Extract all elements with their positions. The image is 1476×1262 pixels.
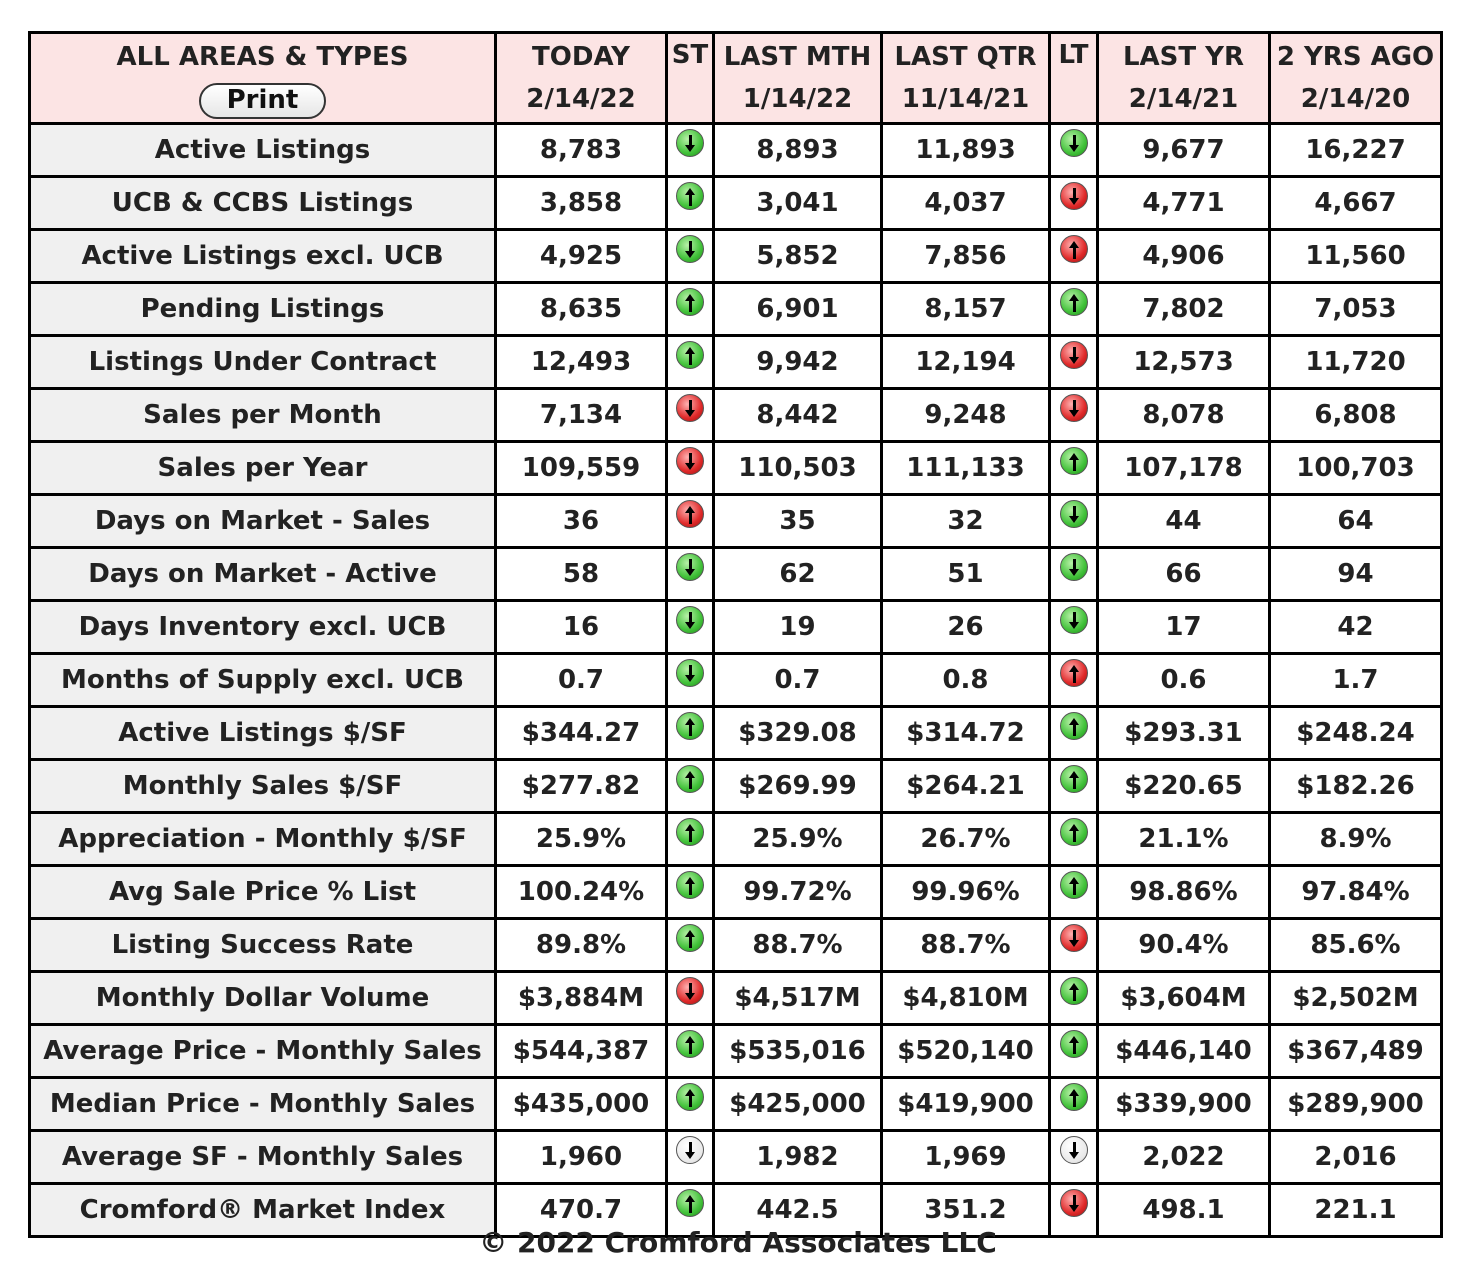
header-two-yrs-date: 2/14/20: [1300, 84, 1411, 114]
row-label-active-listings-excl-ucb: Active Listings excl. UCB: [30, 230, 496, 283]
last-month-value: 9,942: [714, 336, 882, 389]
two-years-ago-value: 221.1: [1270, 1184, 1442, 1237]
today-value: 36: [496, 495, 667, 548]
today-value: $3,884M: [496, 972, 667, 1025]
arrow-up-green-icon: [1060, 765, 1088, 793]
short-term-indicator-cell: [667, 230, 714, 283]
table-row: [30, 866, 1442, 919]
header-st: [667, 33, 714, 124]
last-year-value: $293.31: [1098, 707, 1270, 760]
short-term-indicator-cell: [667, 336, 714, 389]
last-month-value: $535,016: [714, 1025, 882, 1078]
two-years-ago-value: 2,016: [1270, 1131, 1442, 1184]
last-month-value: 35: [714, 495, 882, 548]
today-value: 7,134: [496, 389, 667, 442]
long-term-indicator-cell: [1050, 707, 1098, 760]
long-term-indicator-cell: [1050, 177, 1098, 230]
arrow-down-red-icon: [1060, 394, 1088, 422]
two-years-ago-value: 4,667: [1270, 177, 1442, 230]
last-month-value: 8,893: [714, 124, 882, 177]
row-label-appreciation-monthly-sf: Appreciation - Monthly $/SF: [30, 813, 496, 866]
arrow-down-green-icon: [676, 553, 704, 581]
last-quarter-value: 88.7%: [882, 919, 1050, 972]
last-quarter-value: 1,969: [882, 1131, 1050, 1184]
today-value: $344.27: [496, 707, 667, 760]
two-years-ago-value: 85.6%: [1270, 919, 1442, 972]
last-year-value: $220.65: [1098, 760, 1270, 813]
last-month-value: 1,982: [714, 1131, 882, 1184]
last-quarter-value: 4,037: [882, 177, 1050, 230]
arrow-up-green-icon: [676, 818, 704, 846]
last-quarter-value: 99.96%: [882, 866, 1050, 919]
arrow-down-white-icon: [676, 1136, 704, 1164]
arrow-up-green-icon: [676, 341, 704, 369]
last-month-value: $4,517M: [714, 972, 882, 1025]
header-last-qtr-label: LAST QTR: [894, 42, 1037, 72]
last-quarter-value: $314.72: [882, 707, 1050, 760]
last-year-value: $339,900: [1098, 1078, 1270, 1131]
header-area-label: ALL AREAS & TYPES: [116, 42, 409, 72]
short-term-indicator-cell: [667, 707, 714, 760]
long-term-indicator-cell: [1050, 442, 1098, 495]
market-summary-table: [28, 31, 1443, 1238]
last-year-value: 90.4%: [1098, 919, 1270, 972]
last-month-value: 0.7: [714, 654, 882, 707]
short-term-indicator-cell: [667, 760, 714, 813]
two-years-ago-value: 94: [1270, 548, 1442, 601]
short-term-indicator-cell: [667, 495, 714, 548]
market-table-container: [28, 31, 1443, 1238]
header-today-date: 2/14/22: [526, 84, 636, 114]
table-row: [30, 601, 1442, 654]
arrow-up-green-icon: [1060, 447, 1088, 475]
arrow-up-green-icon: [676, 924, 704, 952]
two-years-ago-value: 64: [1270, 495, 1442, 548]
header-today: [496, 33, 667, 124]
last-year-value: 44: [1098, 495, 1270, 548]
last-quarter-value: 8,157: [882, 283, 1050, 336]
last-month-value: $425,000: [714, 1078, 882, 1131]
last-quarter-value: $4,810M: [882, 972, 1050, 1025]
two-years-ago-value: 6,808: [1270, 389, 1442, 442]
arrow-down-red-icon: [1060, 924, 1088, 952]
arrow-up-green-icon: [1060, 1083, 1088, 1111]
table-header-row: [30, 33, 1442, 124]
last-month-value: 19: [714, 601, 882, 654]
header-lt: [1050, 33, 1098, 124]
long-term-indicator-cell: [1050, 601, 1098, 654]
short-term-indicator-cell: [667, 654, 714, 707]
header-two-yrs: [1270, 33, 1442, 124]
short-term-indicator-cell: [667, 124, 714, 177]
last-year-value: 12,573: [1098, 336, 1270, 389]
arrow-up-green-icon: [676, 765, 704, 793]
table-row: [30, 919, 1442, 972]
short-term-indicator-cell: [667, 601, 714, 654]
header-last-yr-date: 2/14/21: [1128, 84, 1239, 114]
two-years-ago-value: $182.26: [1270, 760, 1442, 813]
two-years-ago-value: 100,703: [1270, 442, 1442, 495]
row-label-median-price-monthly-sales: Median Price - Monthly Sales: [30, 1078, 496, 1131]
header-last-mth-label: LAST MTH: [723, 42, 872, 72]
last-quarter-value: 51: [882, 548, 1050, 601]
row-label-avg-sale-price-list: Avg Sale Price % List: [30, 866, 496, 919]
today-value: 8,635: [496, 283, 667, 336]
arrow-down-green-icon: [676, 606, 704, 634]
header-last-qtr: [882, 33, 1050, 124]
row-label-days-inventory-excl-ucb: Days Inventory excl. UCB: [30, 601, 496, 654]
table-row: [30, 177, 1442, 230]
two-years-ago-value: 8.9%: [1270, 813, 1442, 866]
long-term-indicator-cell: [1050, 389, 1098, 442]
row-label-days-on-market-sales: Days on Market - Sales: [30, 495, 496, 548]
two-years-ago-value: 42: [1270, 601, 1442, 654]
arrow-up-green-icon: [676, 1189, 704, 1217]
short-term-indicator-cell: [667, 1078, 714, 1131]
today-value: 4,925: [496, 230, 667, 283]
today-value: 16: [496, 601, 667, 654]
long-term-indicator-cell: [1050, 548, 1098, 601]
table-row: [30, 495, 1442, 548]
short-term-indicator-cell: [667, 813, 714, 866]
table-row: [30, 124, 1442, 177]
row-label-sales-per-year: Sales per Year: [30, 442, 496, 495]
last-year-value: 98.86%: [1098, 866, 1270, 919]
header-area: [30, 33, 496, 124]
row-label-sales-per-month: Sales per Month: [30, 389, 496, 442]
table-row: [30, 283, 1442, 336]
last-year-value: 9,677: [1098, 124, 1270, 177]
last-month-value: $269.99: [714, 760, 882, 813]
arrow-down-green-icon: [676, 129, 704, 157]
two-years-ago-value: $289,900: [1270, 1078, 1442, 1131]
table-row: [30, 548, 1442, 601]
arrow-up-red-icon: [676, 500, 704, 528]
table-row: [30, 760, 1442, 813]
long-term-indicator-cell: [1050, 283, 1098, 336]
last-year-value: 66: [1098, 548, 1270, 601]
last-quarter-value: 7,856: [882, 230, 1050, 283]
last-quarter-value: 26.7%: [882, 813, 1050, 866]
two-years-ago-value: 97.84%: [1270, 866, 1442, 919]
row-label-active-listings-sf: Active Listings $/SF: [30, 707, 496, 760]
table-row: [30, 442, 1442, 495]
short-term-indicator-cell: [667, 442, 714, 495]
short-term-indicator-cell: [667, 972, 714, 1025]
arrow-up-green-icon: [676, 1083, 704, 1111]
last-quarter-value: 9,248: [882, 389, 1050, 442]
table-row: [30, 707, 1442, 760]
long-term-indicator-cell: [1050, 760, 1098, 813]
table-row: [30, 972, 1442, 1025]
last-year-value: $3,604M: [1098, 972, 1270, 1025]
last-month-value: 442.5: [714, 1184, 882, 1237]
copyright-footer: © 2022 Cromford Associates LLC: [479, 1226, 997, 1259]
header-last-yr-label: LAST YR: [1122, 42, 1245, 72]
two-years-ago-value: $367,489: [1270, 1025, 1442, 1078]
short-term-indicator-cell: [667, 283, 714, 336]
last-quarter-value: $419,900: [882, 1078, 1050, 1131]
arrow-up-green-icon: [676, 1030, 704, 1058]
today-value: 12,493: [496, 336, 667, 389]
last-year-value: 498.1: [1098, 1184, 1270, 1237]
last-quarter-value: 32: [882, 495, 1050, 548]
long-term-indicator-cell: [1050, 654, 1098, 707]
header-last-qtr-date: 11/14/21: [901, 84, 1030, 114]
arrow-down-green-icon: [676, 235, 704, 263]
arrow-down-green-icon: [676, 659, 704, 687]
last-month-value: 110,503: [714, 442, 882, 495]
short-term-indicator-cell: [667, 389, 714, 442]
last-year-value: 21.1%: [1098, 813, 1270, 866]
row-label-pending-listings: Pending Listings: [30, 283, 496, 336]
today-value: $544,387: [496, 1025, 667, 1078]
last-year-value: 2,022: [1098, 1131, 1270, 1184]
long-term-indicator-cell: [1050, 336, 1098, 389]
last-year-value: 0.6: [1098, 654, 1270, 707]
arrow-up-red-icon: [1060, 659, 1088, 687]
last-quarter-value: 111,133: [882, 442, 1050, 495]
long-term-indicator-cell: [1050, 230, 1098, 283]
arrow-up-green-icon: [1060, 1030, 1088, 1058]
arrow-down-red-icon: [1060, 1189, 1088, 1217]
last-quarter-value: 11,893: [882, 124, 1050, 177]
table-row: [30, 1131, 1442, 1184]
header-st-label: ST: [671, 40, 709, 70]
last-year-value: 107,178: [1098, 442, 1270, 495]
short-term-indicator-cell: [667, 1025, 714, 1078]
arrow-down-red-icon: [676, 977, 704, 1005]
row-label-average-sf-monthly-sales: Average SF - Monthly Sales: [30, 1131, 496, 1184]
today-value: 0.7: [496, 654, 667, 707]
row-label-cromford-market-index: Cromford® Market Index: [30, 1184, 496, 1237]
long-term-indicator-cell: [1050, 1078, 1098, 1131]
last-quarter-value: 26: [882, 601, 1050, 654]
row-label-monthly-sales-sf: Monthly Sales $/SF: [30, 760, 496, 813]
header-last-mth: [714, 33, 882, 124]
last-year-value: 7,802: [1098, 283, 1270, 336]
short-term-indicator-cell: [667, 177, 714, 230]
long-term-indicator-cell: [1050, 495, 1098, 548]
arrow-down-green-icon: [1060, 553, 1088, 581]
last-month-value: 3,041: [714, 177, 882, 230]
table-row: [30, 1025, 1442, 1078]
table-body: [30, 124, 1442, 1237]
last-quarter-value: 0.8: [882, 654, 1050, 707]
long-term-indicator-cell: [1050, 124, 1098, 177]
two-years-ago-value: 16,227: [1270, 124, 1442, 177]
last-year-value: 17: [1098, 601, 1270, 654]
last-month-value: 88.7%: [714, 919, 882, 972]
today-value: 3,858: [496, 177, 667, 230]
long-term-indicator-cell: [1050, 866, 1098, 919]
arrow-up-green-icon: [676, 182, 704, 210]
two-years-ago-value: $2,502M: [1270, 972, 1442, 1025]
today-value: 1,960: [496, 1131, 667, 1184]
print-button[interactable]: Print: [199, 83, 327, 119]
table-row: [30, 813, 1442, 866]
row-label-monthly-dollar-volume: Monthly Dollar Volume: [30, 972, 496, 1025]
short-term-indicator-cell: [667, 919, 714, 972]
two-years-ago-value: 11,720: [1270, 336, 1442, 389]
today-value: $277.82: [496, 760, 667, 813]
row-label-listing-success-rate: Listing Success Rate: [30, 919, 496, 972]
arrow-up-green-icon: [1060, 712, 1088, 740]
arrow-up-red-icon: [1060, 235, 1088, 263]
row-label-average-price-monthly-sales: Average Price - Monthly Sales: [30, 1025, 496, 1078]
table-row: [30, 336, 1442, 389]
arrow-down-red-icon: [676, 394, 704, 422]
arrow-up-green-icon: [1060, 871, 1088, 899]
two-years-ago-value: 7,053: [1270, 283, 1442, 336]
header-last-yr: [1098, 33, 1270, 124]
last-year-value: 4,771: [1098, 177, 1270, 230]
last-month-value: 8,442: [714, 389, 882, 442]
row-label-months-of-supply-excl-ucb: Months of Supply excl. UCB: [30, 654, 496, 707]
short-term-indicator-cell: [667, 866, 714, 919]
today-value: 470.7: [496, 1184, 667, 1237]
last-year-value: 8,078: [1098, 389, 1270, 442]
header-last-mth-date: 1/14/22: [742, 84, 853, 114]
short-term-indicator-cell: [667, 548, 714, 601]
today-value: 25.9%: [496, 813, 667, 866]
last-year-value: $446,140: [1098, 1025, 1270, 1078]
table-row: [30, 654, 1442, 707]
short-term-indicator-cell: [667, 1131, 714, 1184]
arrow-down-green-icon: [1060, 129, 1088, 157]
table-row: [30, 1078, 1442, 1131]
arrow-up-green-icon: [676, 871, 704, 899]
today-value: 58: [496, 548, 667, 601]
arrow-up-green-icon: [1060, 977, 1088, 1005]
row-label-days-on-market-active: Days on Market - Active: [30, 548, 496, 601]
long-term-indicator-cell: [1050, 813, 1098, 866]
long-term-indicator-cell: [1050, 1025, 1098, 1078]
table-row: [30, 230, 1442, 283]
today-value: 89.8%: [496, 919, 667, 972]
arrow-down-white-icon: [1060, 1136, 1088, 1164]
last-month-value: 6,901: [714, 283, 882, 336]
long-term-indicator-cell: [1050, 1131, 1098, 1184]
arrow-down-red-icon: [1060, 341, 1088, 369]
arrow-up-green-icon: [1060, 288, 1088, 316]
header-two-yrs-label: 2 YRS AGO: [1276, 42, 1435, 72]
today-value: 8,783: [496, 124, 667, 177]
row-label-listings-under-contract: Listings Under Contract: [30, 336, 496, 389]
table-row: [30, 389, 1442, 442]
row-label-ucb-ccbs-listings: UCB & CCBS Listings: [30, 177, 496, 230]
last-month-value: $329.08: [714, 707, 882, 760]
last-quarter-value: $264.21: [882, 760, 1050, 813]
last-quarter-value: $520,140: [882, 1025, 1050, 1078]
arrow-down-red-icon: [1060, 182, 1088, 210]
today-value: 100.24%: [496, 866, 667, 919]
two-years-ago-value: 11,560: [1270, 230, 1442, 283]
two-years-ago-value: $248.24: [1270, 707, 1442, 760]
last-quarter-value: 351.2: [882, 1184, 1050, 1237]
last-month-value: 99.72%: [714, 866, 882, 919]
header-lt-label: LT: [1058, 40, 1089, 70]
header-today-label: TODAY: [532, 42, 630, 72]
arrow-down-red-icon: [676, 447, 704, 475]
last-year-value: 4,906: [1098, 230, 1270, 283]
arrow-up-green-icon: [1060, 818, 1088, 846]
arrow-down-green-icon: [1060, 606, 1088, 634]
last-quarter-value: 12,194: [882, 336, 1050, 389]
arrow-up-green-icon: [676, 288, 704, 316]
row-label-active-listings: Active Listings: [30, 124, 496, 177]
today-value: $435,000: [496, 1078, 667, 1131]
last-month-value: 5,852: [714, 230, 882, 283]
today-value: 109,559: [496, 442, 667, 495]
last-month-value: 25.9%: [714, 813, 882, 866]
last-month-value: 62: [714, 548, 882, 601]
two-years-ago-value: 1.7: [1270, 654, 1442, 707]
long-term-indicator-cell: [1050, 972, 1098, 1025]
arrow-down-green-icon: [1060, 500, 1088, 528]
arrow-up-green-icon: [676, 712, 704, 740]
long-term-indicator-cell: [1050, 919, 1098, 972]
